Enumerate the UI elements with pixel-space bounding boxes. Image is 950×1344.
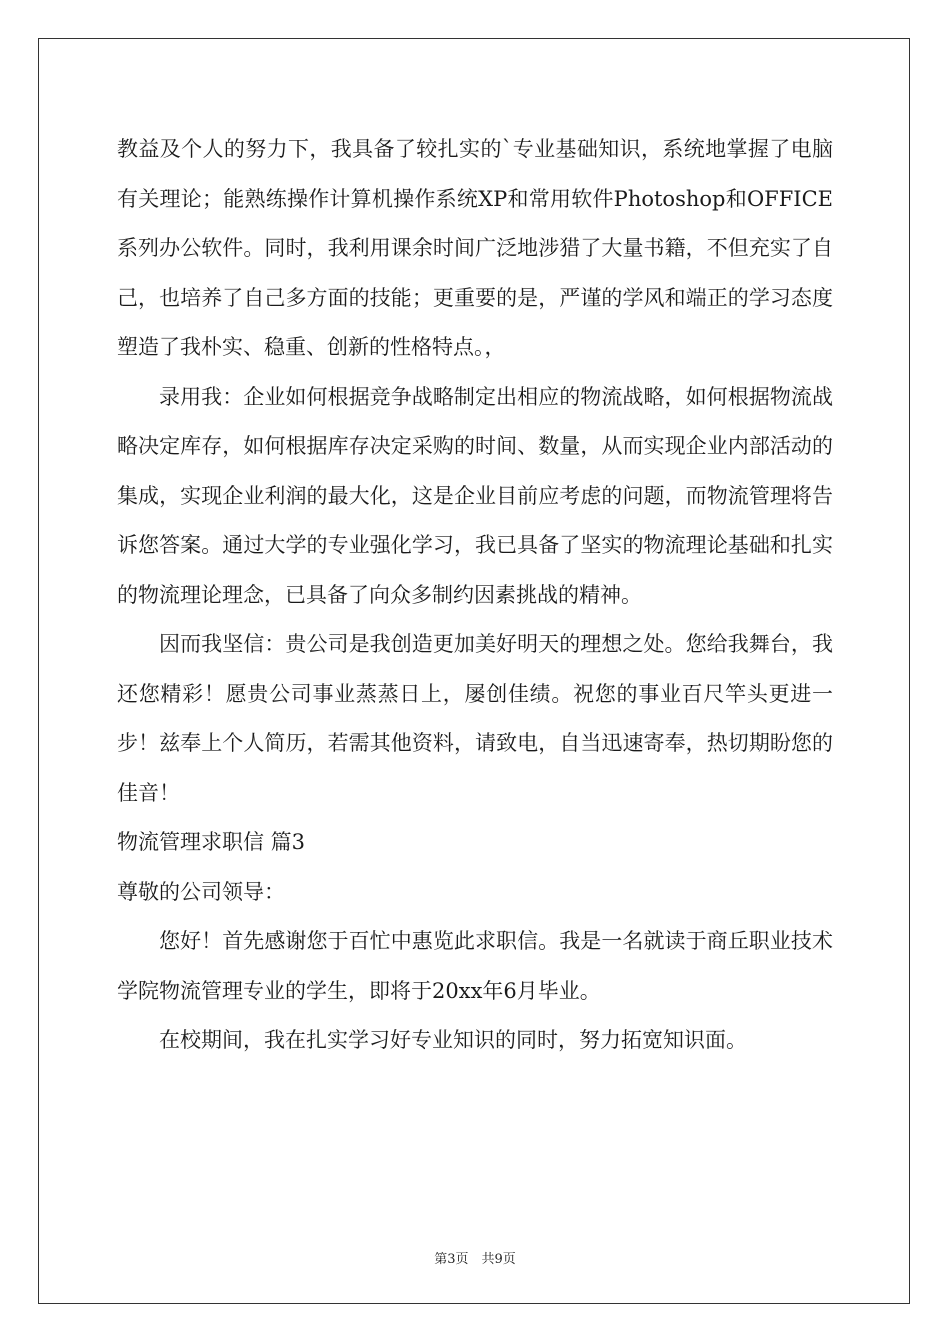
section-heading: 物流管理求职信 篇3 xyxy=(117,830,306,854)
paragraph-4: 您好！首先感谢您于百忙中惠览此求职信。我是一名就读于商丘职业技术学院物流管理专业的学生，即将于20xx年6月毕业。 xyxy=(117,929,833,1003)
page-number-footer: 第3页 共9页 xyxy=(434,1252,516,1267)
salutation: 尊敬的公司领导： xyxy=(117,879,285,904)
paragraph-3: 因而我坚信：贵公司是我创造更加美好明天的理想之处。您给我舞台，我还您精彩！愿贵公司事业蒸蒸日上，屡创佳绩。祝您的事业百尺竿头更进一步！兹奉上个人简历，若需其他资料，请致电，自当迅速寄奉，热切期盼您的佳音！ xyxy=(117,632,833,805)
paragraph-1: 教益及个人的努力下，我具备了较扎实的`专业基础知识，系统地掌握了电脑有关理论；能熟练操作计算机操作系统XP和常用软件Photoshop和OFFICE系列办公软件。同时，我利用课余时间广泛地涉猎了大量书籍，不但充实了自己，也培养了自己多方面的技能；更重要的是，严谨的学风和端正的学习态度塑造了我朴实、稳重、创新的性格特点。， xyxy=(117,137,833,359)
document-body xyxy=(117,125,833,1066)
paragraph-2: 录用我：企业如何根据竞争战略制定出相应的物流战略，如何根据物流战略决定库存，如何根据库存决定采购的时间、数量，从而实现企业内部活动的集成，实现企业利润的最大化，这是企业目前应考虑的问题，而物流管理将告诉您答案。通过大学的专业强化学习，我已具备了坚实的物流理论基础和扎实的物流理论理念，已具备了向众多制约因素挑战的精神。 xyxy=(117,384,833,607)
paragraph-5: 在校期间，我在扎实学习好专业知识的同时，努力拓宽知识面。 xyxy=(159,1028,747,1052)
